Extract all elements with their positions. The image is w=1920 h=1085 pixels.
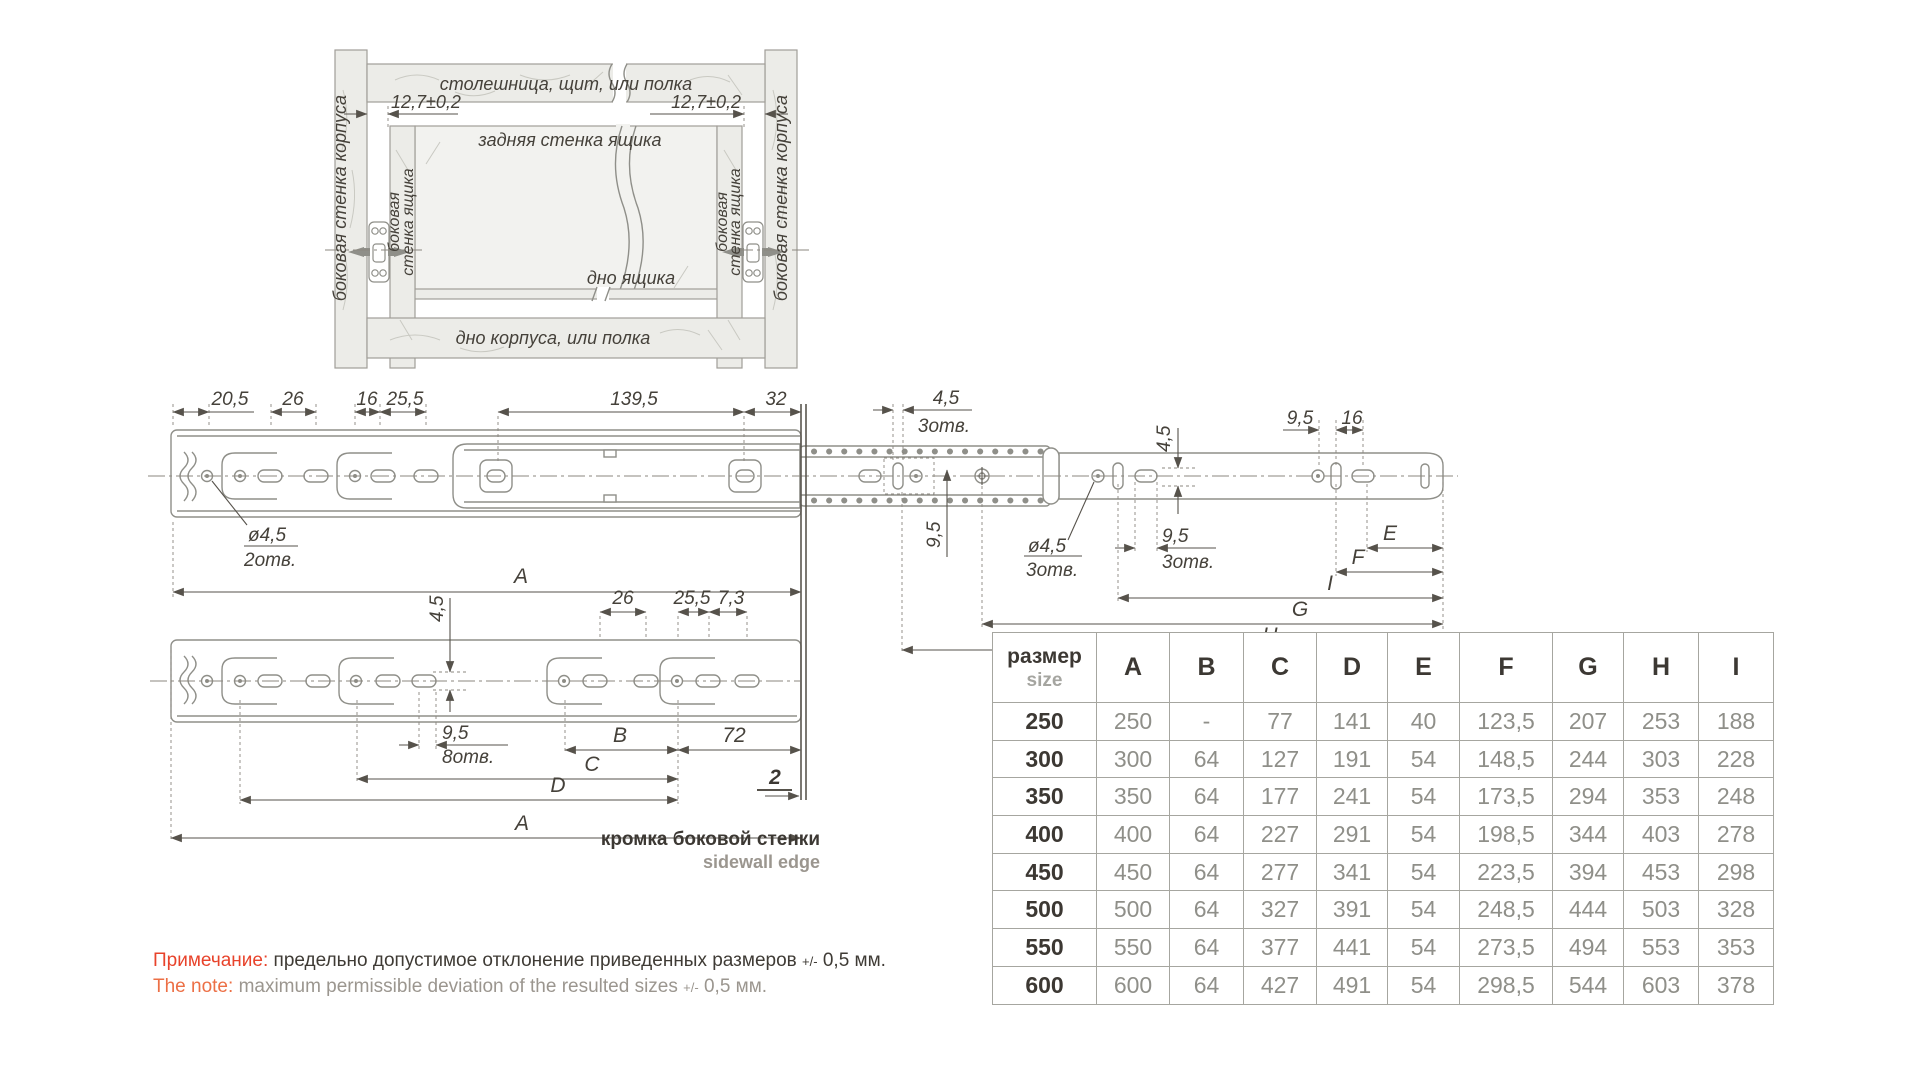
table-row bbox=[993, 703, 1774, 741]
value-cell: 244 bbox=[1553, 740, 1624, 778]
value-cell: 500 bbox=[1097, 891, 1170, 929]
value-cell: 278 bbox=[1699, 816, 1774, 854]
cabinet-wall-right-label: боковая стенка корпуса bbox=[771, 94, 791, 302]
value-cell: - bbox=[1170, 703, 1244, 741]
col-header-c: C bbox=[1244, 633, 1317, 703]
dim-25-5: 25,5 bbox=[386, 389, 424, 410]
value-cell: 273,5 bbox=[1460, 929, 1553, 967]
value-cell: 54 bbox=[1388, 929, 1460, 967]
rear-offset-label: 9,5 bbox=[924, 521, 945, 548]
table-row bbox=[993, 740, 1774, 778]
value-cell: 403 bbox=[1624, 816, 1699, 854]
table-row bbox=[993, 966, 1774, 1004]
value-cell: 141 bbox=[1317, 703, 1388, 741]
dim-32: 32 bbox=[765, 389, 787, 410]
table-header-row bbox=[993, 633, 1774, 703]
col-header-a: A bbox=[1097, 633, 1170, 703]
dim-i-label: I bbox=[1327, 572, 1333, 595]
value-cell: 77 bbox=[1244, 703, 1317, 741]
value-cell: 550 bbox=[1097, 929, 1170, 967]
value-cell: 250 bbox=[1097, 703, 1170, 741]
drawer-back-wall bbox=[415, 126, 717, 290]
value-cell: 148,5 bbox=[1460, 740, 1553, 778]
value-cell: 227 bbox=[1244, 816, 1317, 854]
value-cell: 64 bbox=[1170, 891, 1244, 929]
value-cell: 503 bbox=[1624, 891, 1699, 929]
dim-a2-label: A bbox=[514, 812, 530, 835]
value-cell: 444 bbox=[1553, 891, 1624, 929]
value-cell: 64 bbox=[1170, 929, 1244, 967]
note-value-en: 0,5 мм. bbox=[703, 976, 768, 997]
drawer-wall-right-label-1: боковая bbox=[714, 192, 731, 252]
mid-hole-dia-label: ø4,5 bbox=[1028, 536, 1067, 557]
size-header-en: size bbox=[1026, 669, 1063, 691]
value-cell: 327 bbox=[1244, 891, 1317, 929]
note-tolerance-ru: +/- bbox=[802, 954, 818, 969]
size-cell: 350 bbox=[993, 778, 1097, 816]
dim-b-label: B bbox=[612, 724, 628, 747]
value-cell: 54 bbox=[1388, 816, 1460, 854]
value-cell: 223,5 bbox=[1460, 853, 1553, 891]
value-cell: 378 bbox=[1699, 966, 1774, 1004]
value-cell: 64 bbox=[1170, 740, 1244, 778]
size-header-ru: размер bbox=[1007, 644, 1082, 668]
value-cell: 291 bbox=[1317, 816, 1388, 854]
drawer-bottom-panel bbox=[408, 289, 726, 299]
value-cell: 600 bbox=[1097, 966, 1170, 1004]
value-cell: 64 bbox=[1170, 778, 1244, 816]
inner-offset-label: 4,5 bbox=[1154, 425, 1175, 452]
note-line-en bbox=[153, 974, 886, 1000]
rail-26-label: 26 bbox=[612, 588, 634, 609]
cabinet-member-view bbox=[150, 588, 801, 842]
value-cell: 127 bbox=[1244, 740, 1317, 778]
rail-pitch-dimensions bbox=[600, 588, 747, 639]
drawer-bottom-label: дно ящика bbox=[586, 268, 676, 288]
value-cell: 253 bbox=[1624, 703, 1699, 741]
note-label-en: The note: bbox=[153, 976, 234, 997]
col-header-h: H bbox=[1624, 633, 1699, 703]
value-cell: 453 bbox=[1624, 853, 1699, 891]
sidewall-edge-label-ru: кромка боковой стенки bbox=[600, 829, 820, 850]
dim-g-label: G bbox=[1291, 598, 1309, 621]
value-cell: 64 bbox=[1170, 966, 1244, 1004]
size-header bbox=[993, 633, 1097, 703]
size-table bbox=[992, 632, 1774, 1005]
size-cell: 600 bbox=[993, 966, 1097, 1004]
value-cell: 300 bbox=[1097, 740, 1170, 778]
value-cell: 228 bbox=[1699, 740, 1774, 778]
dim-16: 16 bbox=[356, 389, 378, 410]
table-row bbox=[993, 891, 1774, 929]
drawer-wall-left-label-1: боковая bbox=[386, 192, 403, 252]
value-cell: 353 bbox=[1624, 778, 1699, 816]
rail-7-3-label: 7,3 bbox=[717, 588, 745, 609]
value-cell: 198,5 bbox=[1460, 816, 1553, 854]
note-label-ru: Примечание: bbox=[153, 950, 269, 971]
value-cell: 207 bbox=[1553, 703, 1624, 741]
dim-20-5: 20,5 bbox=[211, 389, 249, 410]
value-cell: 177 bbox=[1244, 778, 1317, 816]
value-cell: 491 bbox=[1317, 966, 1388, 1004]
dim-d-label: D bbox=[550, 774, 566, 797]
col-header-e: E bbox=[1388, 633, 1460, 703]
value-cell: 400 bbox=[1097, 816, 1170, 854]
value-cell: 54 bbox=[1388, 740, 1460, 778]
installation-cross-section bbox=[325, 50, 812, 368]
sidewall-edge-label-en: sidewall edge bbox=[702, 852, 820, 872]
value-cell: 328 bbox=[1699, 891, 1774, 929]
rail-offset-label: 4,5 bbox=[427, 595, 448, 622]
cabinet-wall-left-label: боковая стенка корпуса bbox=[330, 94, 350, 302]
top-panel-label: столешница, щит, или полка bbox=[439, 74, 693, 94]
rail-slot-w-label: 9,5 bbox=[442, 723, 469, 744]
mid-hole-qty-label: 3отв. bbox=[1026, 560, 1079, 581]
note-text-en: maximum permissible deviation of the resulted sizes bbox=[238, 976, 678, 997]
end-16-label: 16 bbox=[1341, 408, 1363, 429]
slide-assembled-view bbox=[148, 388, 1458, 656]
value-cell: 40 bbox=[1388, 703, 1460, 741]
value-cell: 248 bbox=[1699, 778, 1774, 816]
mid-slot-w-label: 9,5 bbox=[1162, 526, 1189, 547]
value-cell: 303 bbox=[1624, 740, 1699, 778]
case-bottom-label: дно корпуса, или полка bbox=[455, 328, 651, 348]
value-cell: 173,5 bbox=[1460, 778, 1553, 816]
offset-right-label: 12,7±0,2 bbox=[671, 92, 741, 112]
dim-c-label: C bbox=[584, 753, 600, 776]
size-cell: 400 bbox=[993, 816, 1097, 854]
dim-72-label: 72 bbox=[722, 724, 746, 747]
dim-e-label: E bbox=[1382, 522, 1398, 545]
col-header-g: G bbox=[1553, 633, 1624, 703]
offset-left-label: 12,7±0,2 bbox=[391, 92, 461, 112]
value-cell: 64 bbox=[1170, 853, 1244, 891]
rear-hole-qty-label: 3отв. bbox=[917, 416, 971, 437]
value-cell: 54 bbox=[1388, 853, 1460, 891]
value-cell: 64 bbox=[1170, 816, 1244, 854]
value-cell: 544 bbox=[1553, 966, 1624, 1004]
value-cell: 494 bbox=[1553, 929, 1624, 967]
dim-26: 26 bbox=[282, 389, 304, 410]
note-value-ru: 0,5 мм. bbox=[822, 950, 886, 971]
col-header-i: I bbox=[1699, 633, 1774, 703]
value-cell: 191 bbox=[1317, 740, 1388, 778]
edge-gap-label: 2 bbox=[769, 766, 781, 789]
note-text-ru: предельно допустимое отклонение приведенных размеров bbox=[273, 950, 797, 971]
value-cell: 248,5 bbox=[1460, 891, 1553, 929]
col-header-b: B bbox=[1170, 633, 1244, 703]
value-cell: 54 bbox=[1388, 778, 1460, 816]
size-cell: 450 bbox=[993, 853, 1097, 891]
table-row bbox=[993, 929, 1774, 967]
dim-f-label: F bbox=[1351, 546, 1365, 569]
value-cell: 123,5 bbox=[1460, 703, 1553, 741]
value-cell: 298 bbox=[1699, 853, 1774, 891]
size-table-body bbox=[993, 703, 1774, 1005]
drawer-wall-right-label-2: стенка ящика bbox=[727, 168, 744, 276]
value-cell: 241 bbox=[1317, 778, 1388, 816]
value-cell: 344 bbox=[1553, 816, 1624, 854]
edge-gap-dimension bbox=[757, 766, 799, 796]
drawer-wall-left-label-2: стенка ящика bbox=[400, 168, 417, 276]
value-cell: 394 bbox=[1553, 853, 1624, 891]
table-row bbox=[993, 778, 1774, 816]
value-cell: 294 bbox=[1553, 778, 1624, 816]
value-cell: 341 bbox=[1317, 853, 1388, 891]
size-cell: 250 bbox=[993, 703, 1097, 741]
table-row bbox=[993, 816, 1774, 854]
mid-slot-qty-label: 3отв. bbox=[1162, 552, 1215, 573]
value-cell: 353 bbox=[1699, 929, 1774, 967]
rail-25-5-label: 25,5 bbox=[673, 588, 711, 609]
value-cell: 391 bbox=[1317, 891, 1388, 929]
rear-hole-w-label: 4,5 bbox=[932, 388, 960, 409]
note-block bbox=[153, 948, 886, 1000]
size-cell: 300 bbox=[993, 740, 1097, 778]
back-wall-label: задняя стенка ящика bbox=[478, 130, 662, 150]
dim-a-label: A bbox=[513, 565, 529, 588]
value-cell: 553 bbox=[1624, 929, 1699, 967]
end-9-5-label: 9,5 bbox=[1286, 408, 1314, 429]
value-cell: 54 bbox=[1388, 891, 1460, 929]
value-cell: 298,5 bbox=[1460, 966, 1553, 1004]
front-hole-qty-label: 2отв. bbox=[244, 550, 297, 571]
value-cell: 427 bbox=[1244, 966, 1317, 1004]
value-cell: 188 bbox=[1699, 703, 1774, 741]
dim-139-5: 139,5 bbox=[610, 389, 658, 410]
value-cell: 450 bbox=[1097, 853, 1170, 891]
value-cell: 377 bbox=[1244, 929, 1317, 967]
size-cell: 500 bbox=[993, 891, 1097, 929]
value-cell: 350 bbox=[1097, 778, 1170, 816]
front-hole-dia-label: ø4,5 bbox=[248, 525, 287, 546]
value-cell: 603 bbox=[1624, 966, 1699, 1004]
col-header-d: D bbox=[1317, 633, 1388, 703]
value-cell: 441 bbox=[1317, 929, 1388, 967]
table-row bbox=[993, 853, 1774, 891]
note-line-ru bbox=[153, 948, 886, 974]
rail-slot-qty-label: 8отв. bbox=[442, 747, 495, 768]
size-cell: 550 bbox=[993, 929, 1097, 967]
value-cell: 54 bbox=[1388, 966, 1460, 1004]
col-header-f: F bbox=[1460, 633, 1553, 703]
note-tolerance-en: +/- bbox=[683, 980, 699, 995]
value-cell: 277 bbox=[1244, 853, 1317, 891]
